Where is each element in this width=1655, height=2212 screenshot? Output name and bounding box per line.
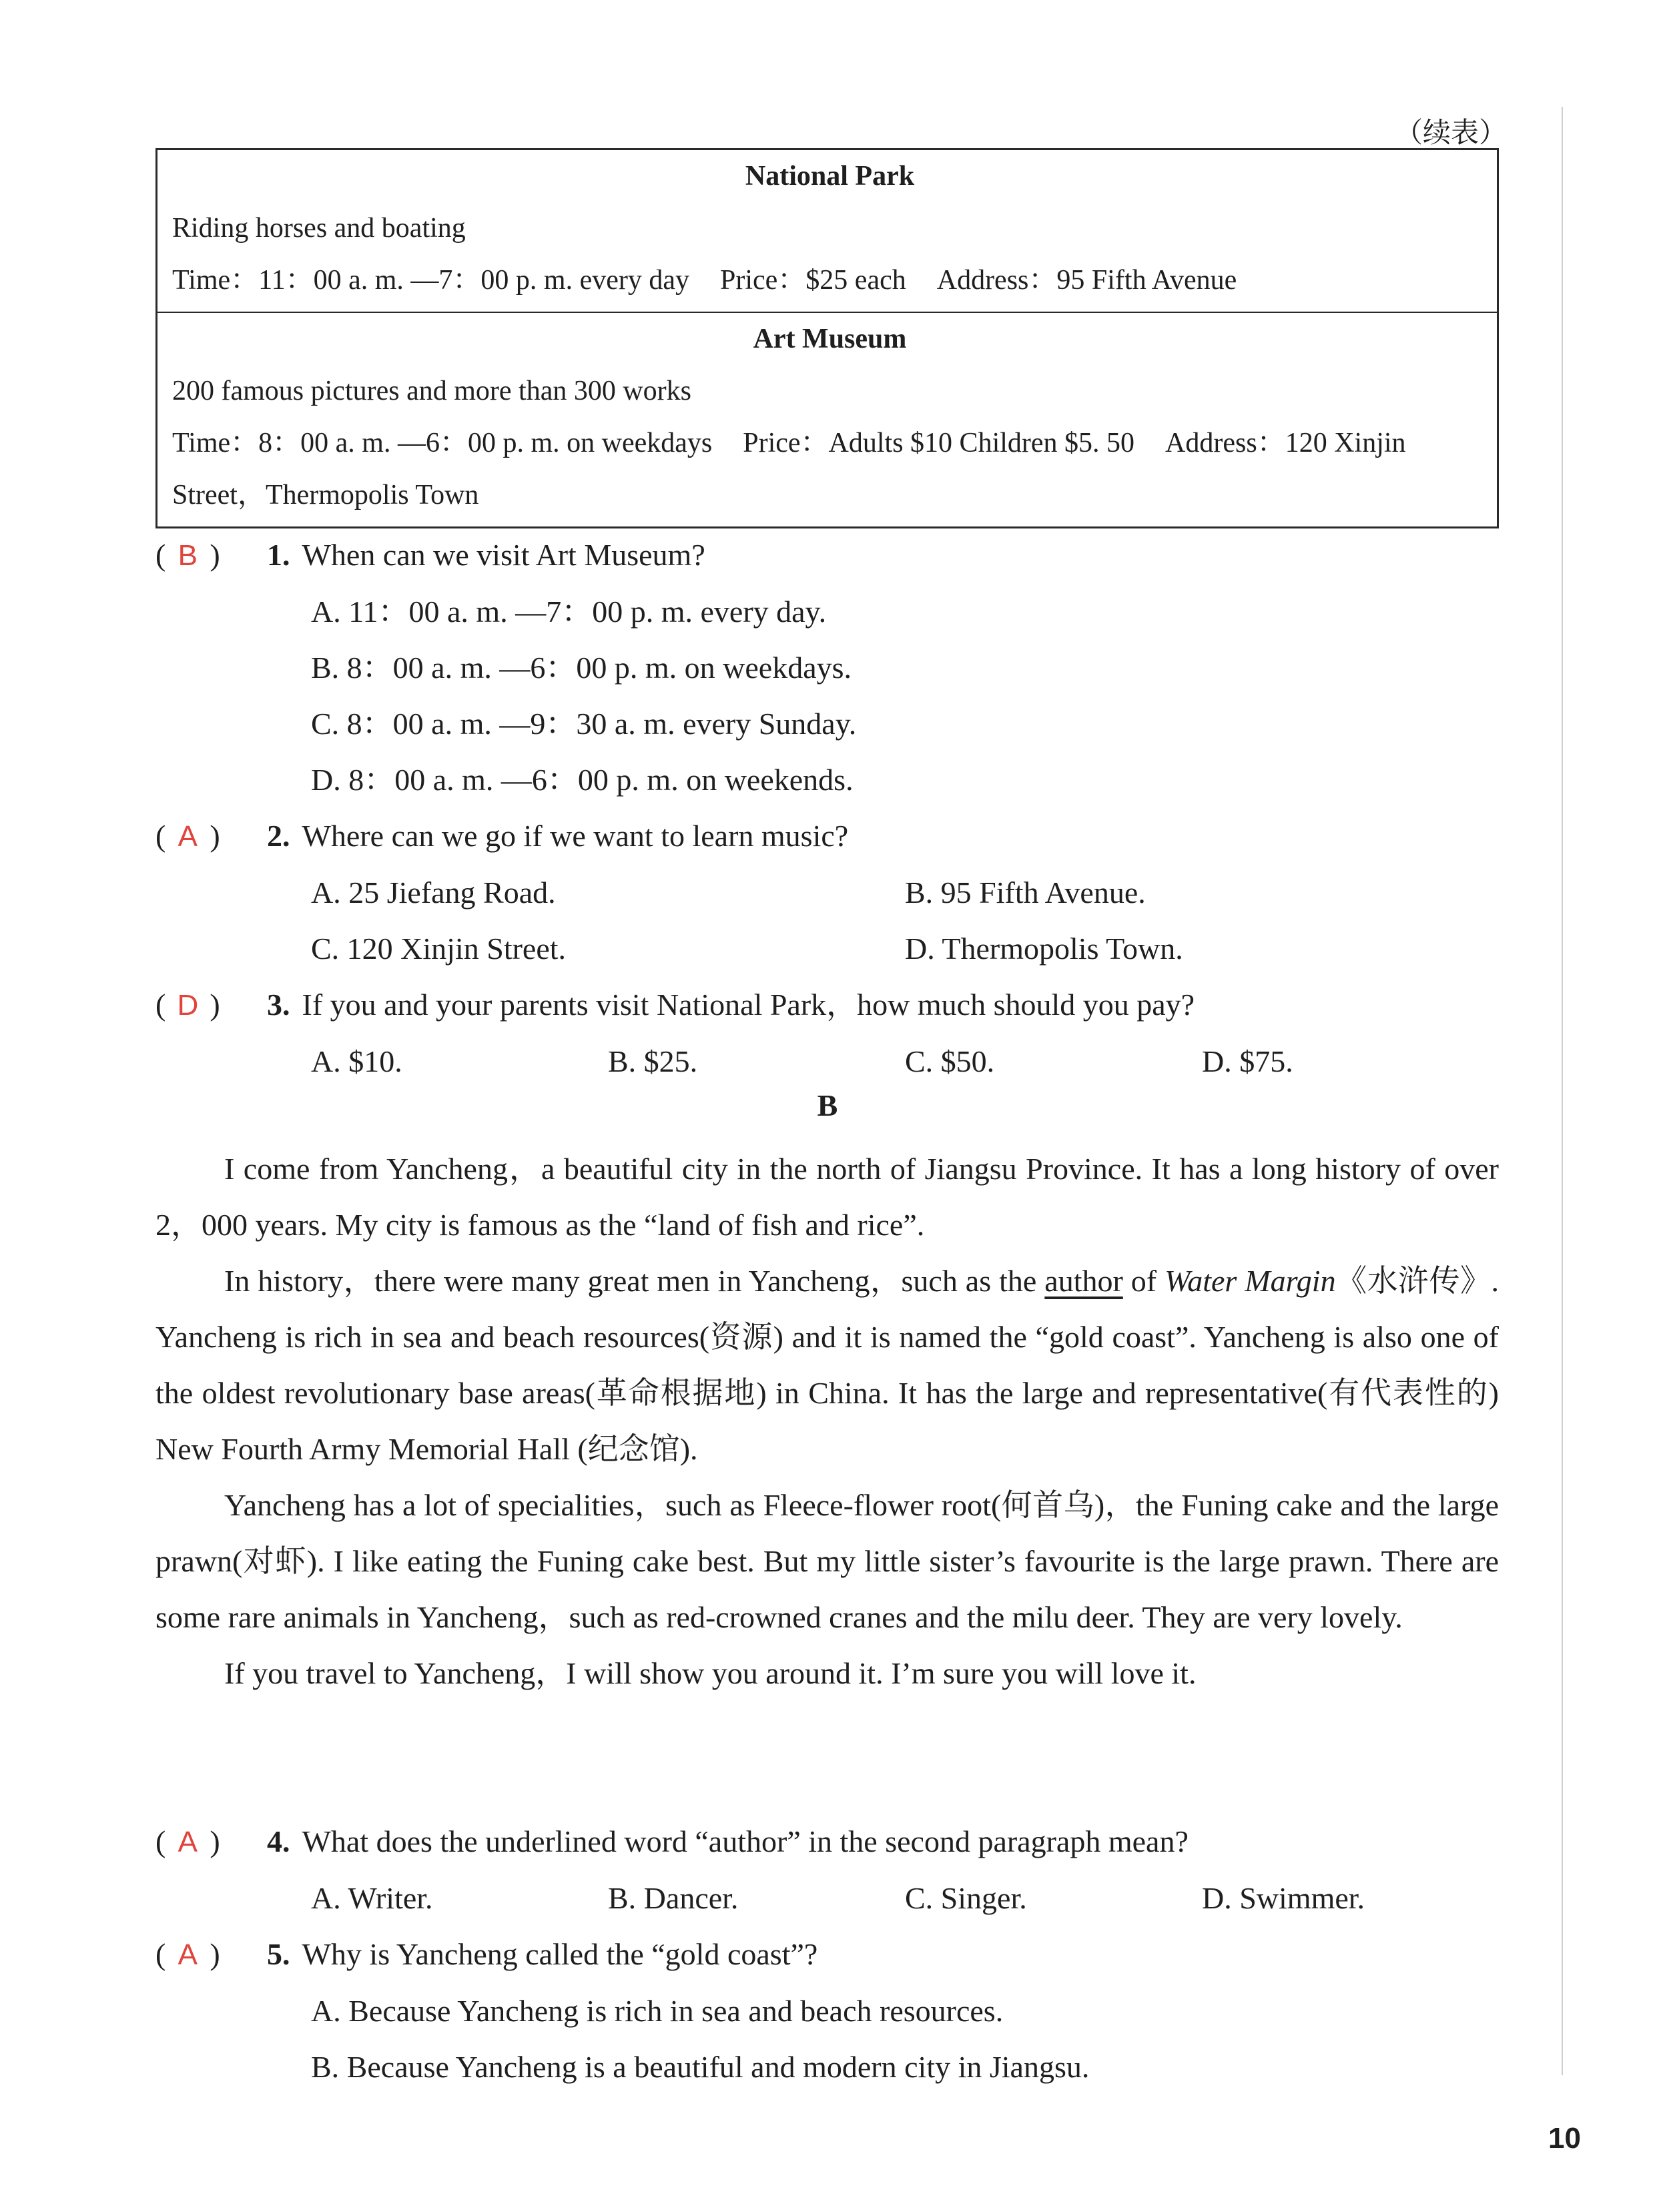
question-text: Why is Yancheng called the “gold coast”? [302, 1937, 818, 1971]
paragraph-2 [155, 1253, 1499, 1477]
paragraph-3: Yancheng has a lot of specialities，such as Fleece-flower root(何首乌)，the Funing cake and the large prawn(对虾). I like eating the Funing cake best. But my little sister’s favourite is the large prawn. There are some rare animals in Yancheng，such as red-crowned cranes and the milu deer. They are very lovely. [155, 1488, 1499, 1634]
option-b: B. 95 Fifth Avenue. [905, 875, 1146, 909]
national-park-desc: Riding horses and boating [172, 213, 466, 244]
option-a: A. 25 Jiefang Road. [311, 875, 556, 909]
question-number: 3. [267, 988, 290, 1022]
question-text: If you and your parents visit National Park，how much should you pay? [302, 988, 1195, 1022]
national-park-title: National Park [745, 161, 915, 192]
underlined-word: author [1044, 1264, 1123, 1298]
question-number: 5. [267, 1937, 290, 1971]
art-museum-section [157, 312, 1497, 526]
option-c: C. 120 Xinjin Street. [311, 932, 567, 966]
answer-3: D [177, 989, 199, 1022]
answer-1: B [178, 539, 198, 572]
options [155, 1983, 1499, 2095]
question-1 [155, 527, 1499, 808]
continued-label: （续表） [1395, 118, 1508, 149]
art-museum-address: Address：120 Xinjin Street，Thermopolis Town [172, 428, 1406, 510]
art-museum-title: Art Museum [753, 324, 907, 354]
option-c: C. 8：00 a. m. —9：30 a. m. every Sunday. [311, 707, 857, 741]
art-museum-details [172, 417, 1487, 521]
option-c: C. $50. [905, 1044, 995, 1078]
passage-b [155, 1141, 1499, 1702]
book-title: Water Margin [1165, 1264, 1336, 1298]
national-park-price: Price：$25 each [720, 265, 906, 296]
options [155, 865, 1499, 977]
questions-part-a [155, 527, 1499, 1090]
options [155, 1034, 1499, 1090]
question-3 [155, 977, 1499, 1090]
options [155, 584, 1499, 808]
questions-part-b [155, 1814, 1499, 2095]
option-a: A. $10. [311, 1044, 402, 1078]
question-number: 2. [267, 819, 290, 853]
option-b: B. Dancer. [608, 1881, 739, 1915]
answer-5: A [178, 1938, 198, 1971]
answer-bracket: ( D ) [155, 977, 267, 1034]
option-a: A. Writer. [311, 1881, 433, 1915]
answer-bracket: ( A ) [155, 808, 267, 865]
answer-bracket: ( A ) [155, 1814, 267, 1870]
paragraph-2-text: In history，there were many great men in Yancheng，such as the [224, 1264, 1045, 1298]
option-c: C. Singer. [905, 1881, 1027, 1915]
art-museum-time: Time：8：00 a. m. —6：00 p. m. on weekdays [172, 428, 713, 458]
national-park-section [157, 150, 1497, 312]
question-2 [155, 808, 1499, 977]
question-text: When can we visit Art Museum? [302, 538, 705, 572]
option-b: B. Because Yancheng is a beautiful and modern city in Jiangsu. [311, 2050, 1090, 2084]
option-d: D. Swimmer. [1202, 1881, 1365, 1915]
answer-bracket: ( B ) [155, 527, 267, 584]
paragraph-2-text: 《水浒传》. Yancheng is rich in sea and beach resources(资源) and it is named the “gold coast”. Yancheng is also one of the oldest revolutionary base areas(革命根据地) in China. It has the large and representative(有代表性的) New Fourth Army Memorial Hall (纪念馆). [155, 1264, 1499, 1466]
national-park-time: Time：11：00 a. m. —7：00 p. m. every day [172, 265, 689, 296]
option-d: D. 8：00 a. m. —6：00 p. m. on weekends. [311, 763, 854, 797]
paragraph-1: I come from Yancheng，a beautiful city in the north of Jiangsu Province. It has a long history of over 2，000 years. My city is famous as the “land of fish and rice”. [155, 1152, 1499, 1242]
info-table [155, 148, 1499, 528]
question-text: Where can we go if we want to learn music? [302, 819, 849, 853]
national-park-address: Address：95 Fifth Avenue [936, 265, 1237, 296]
question-number: 4. [267, 1824, 290, 1858]
paragraph-4: If you travel to Yancheng，I will show you around it. I’m sure you will love it. [224, 1656, 1197, 1690]
question-4 [155, 1814, 1499, 1926]
art-museum-price: Price：Adults $10 Children $5. 50 [743, 428, 1135, 458]
option-a: A. 11：00 a. m. —7：00 p. m. every day. [311, 595, 827, 629]
art-museum-desc: 200 famous pictures and more than 300 works [172, 376, 692, 406]
question-number: 1. [267, 538, 290, 572]
passage-title: B [817, 1088, 838, 1122]
page-number: 10 [1548, 2122, 1581, 2155]
paragraph-2-text: of [1122, 1264, 1165, 1298]
question-text: What does the underlined word “author” in the second paragraph mean? [302, 1824, 1189, 1858]
question-5 [155, 1926, 1499, 2095]
option-d: D. $75. [1202, 1044, 1293, 1078]
answer-4: A [178, 1826, 198, 1858]
option-b: B. 8：00 a. m. —6：00 p. m. on weekdays. [311, 651, 852, 685]
option-d: D. Thermopolis Town. [905, 932, 1183, 966]
option-b: B. $25. [608, 1044, 698, 1078]
options [155, 1870, 1499, 1926]
option-a: A. Because Yancheng is rich in sea and beach resources. [311, 1994, 1004, 2028]
answer-2: A [178, 820, 198, 853]
answer-bracket: ( A ) [155, 1926, 267, 1983]
national-park-details [172, 254, 1487, 306]
